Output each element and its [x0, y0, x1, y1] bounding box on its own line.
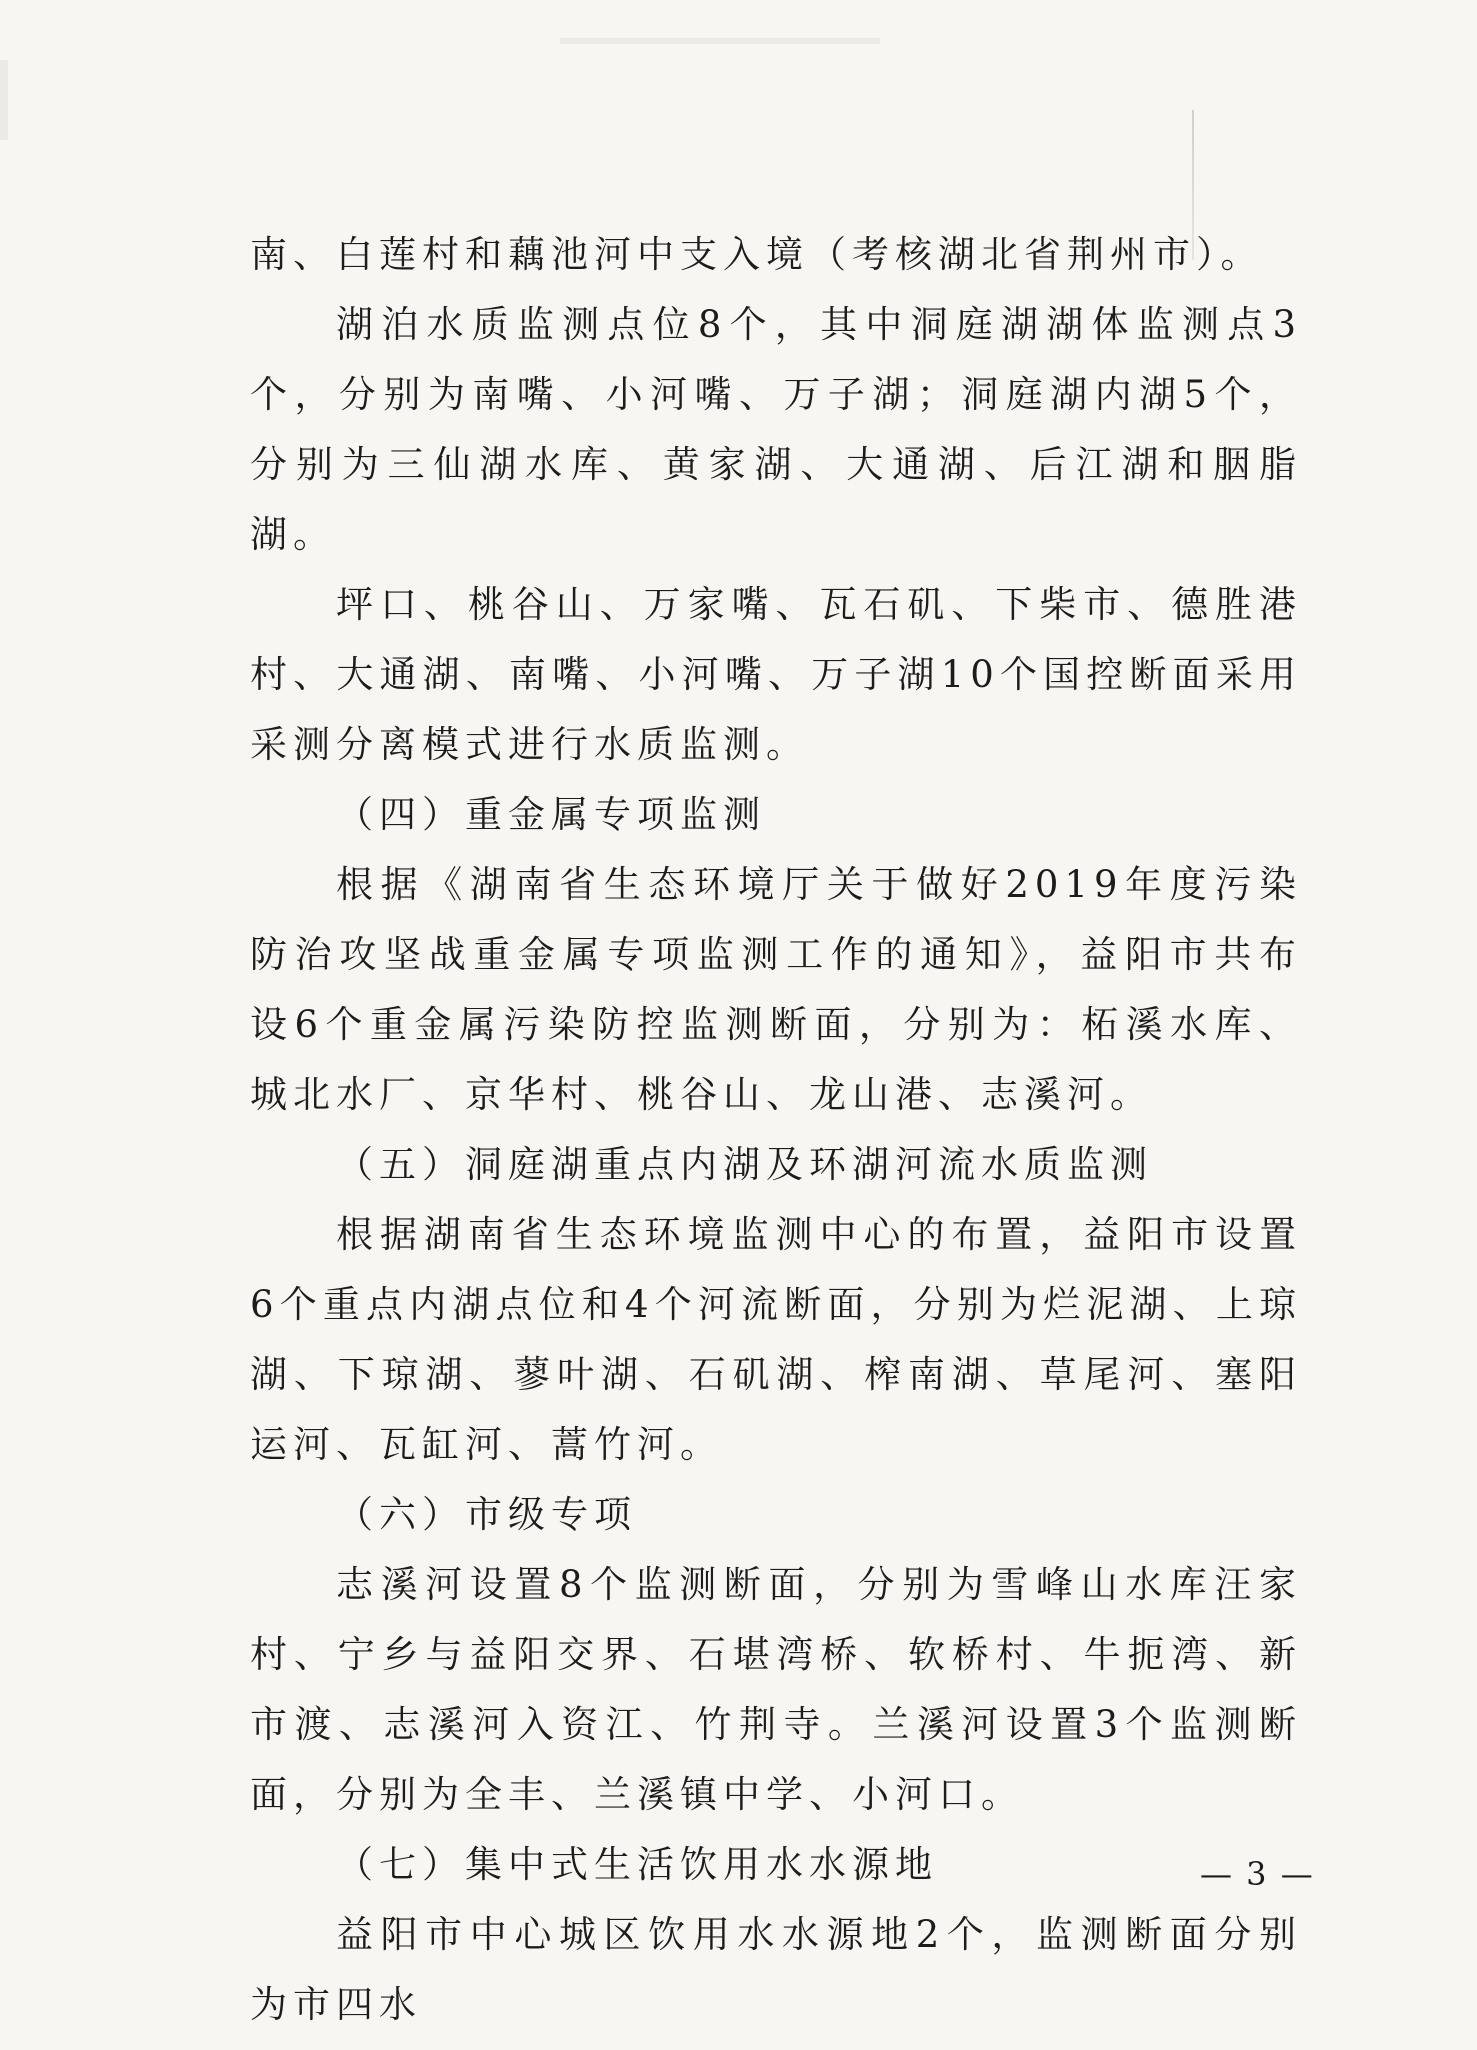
paragraph-water-sources: 益阳市中心城区饮用水水源地2个，监测断面分别为市四水: [250, 1913, 1302, 2026]
paragraph-inner-lakes: 根据湖南省生态环境监测中心的布置，益阳市设置6个重点内湖点位和4个河流断面，分别为烂泥湖、上琼湖、下琼湖、蓼叶湖、石矶湖、榨南湖、草尾河、塞阳运河、瓦缸河、蒿竹河。: [250, 1213, 1302, 1466]
scan-artifact-left: [0, 60, 40, 140]
section-heading-5: （五）洞庭湖重点内湖及环湖河流水质监测: [336, 1143, 1153, 1186]
paragraph-city-special: 志溪河设置8个监测断面，分别为雪峰山水库汪家村、宁乡与益阳交界、石堪湾桥、软桥村、牛扼湾、新市渡、志溪河入资江、竹荆寺。兰溪河设置3个监测断面，分别为全丰、兰溪镇中学、小河口。: [250, 1563, 1302, 1816]
paragraph-lake-monitoring: 湖泊水质监测点位8个，其中洞庭湖湖体监测点3个，分别为南嘴、小河嘴、万子湖；洞庭湖内湖5个，分别为三仙湖水库、黄家湖、大通湖、后江湖和胭脂湖。: [250, 303, 1302, 556]
section-heading-4: （四）重金属专项监测: [336, 793, 766, 836]
paragraph-national-sections: 坪口、桃谷山、万家嘴、瓦石矶、下柴市、德胜港村、大通湖、南嘴、小河嘴、万子湖10个国控断面采用采测分离模式进行水质监测。: [250, 583, 1302, 766]
section-heading-7: （七）集中式生活饮用水水源地: [336, 1843, 938, 1886]
section-heading-6: （六）市级专项: [336, 1493, 637, 1536]
paragraph-heavy-metals: 根据《湖南省生态环境厅关于做好2019年度污染防治攻坚战重金属专项监测工作的通知》，益阳市共布设6个重金属污染防控监测断面，分别为：柘溪水库、城北水厂、京华村、桃谷山、龙山港、志溪河。: [250, 863, 1302, 1116]
paragraph-continuation: 南、白莲村和藕池河中支入境（考核湖北省荆州市）。: [250, 233, 1264, 276]
document-body: [250, 220, 1302, 2040]
page-number: — 3 —: [1200, 1855, 1315, 1893]
scan-artifact-top: [560, 28, 880, 56]
